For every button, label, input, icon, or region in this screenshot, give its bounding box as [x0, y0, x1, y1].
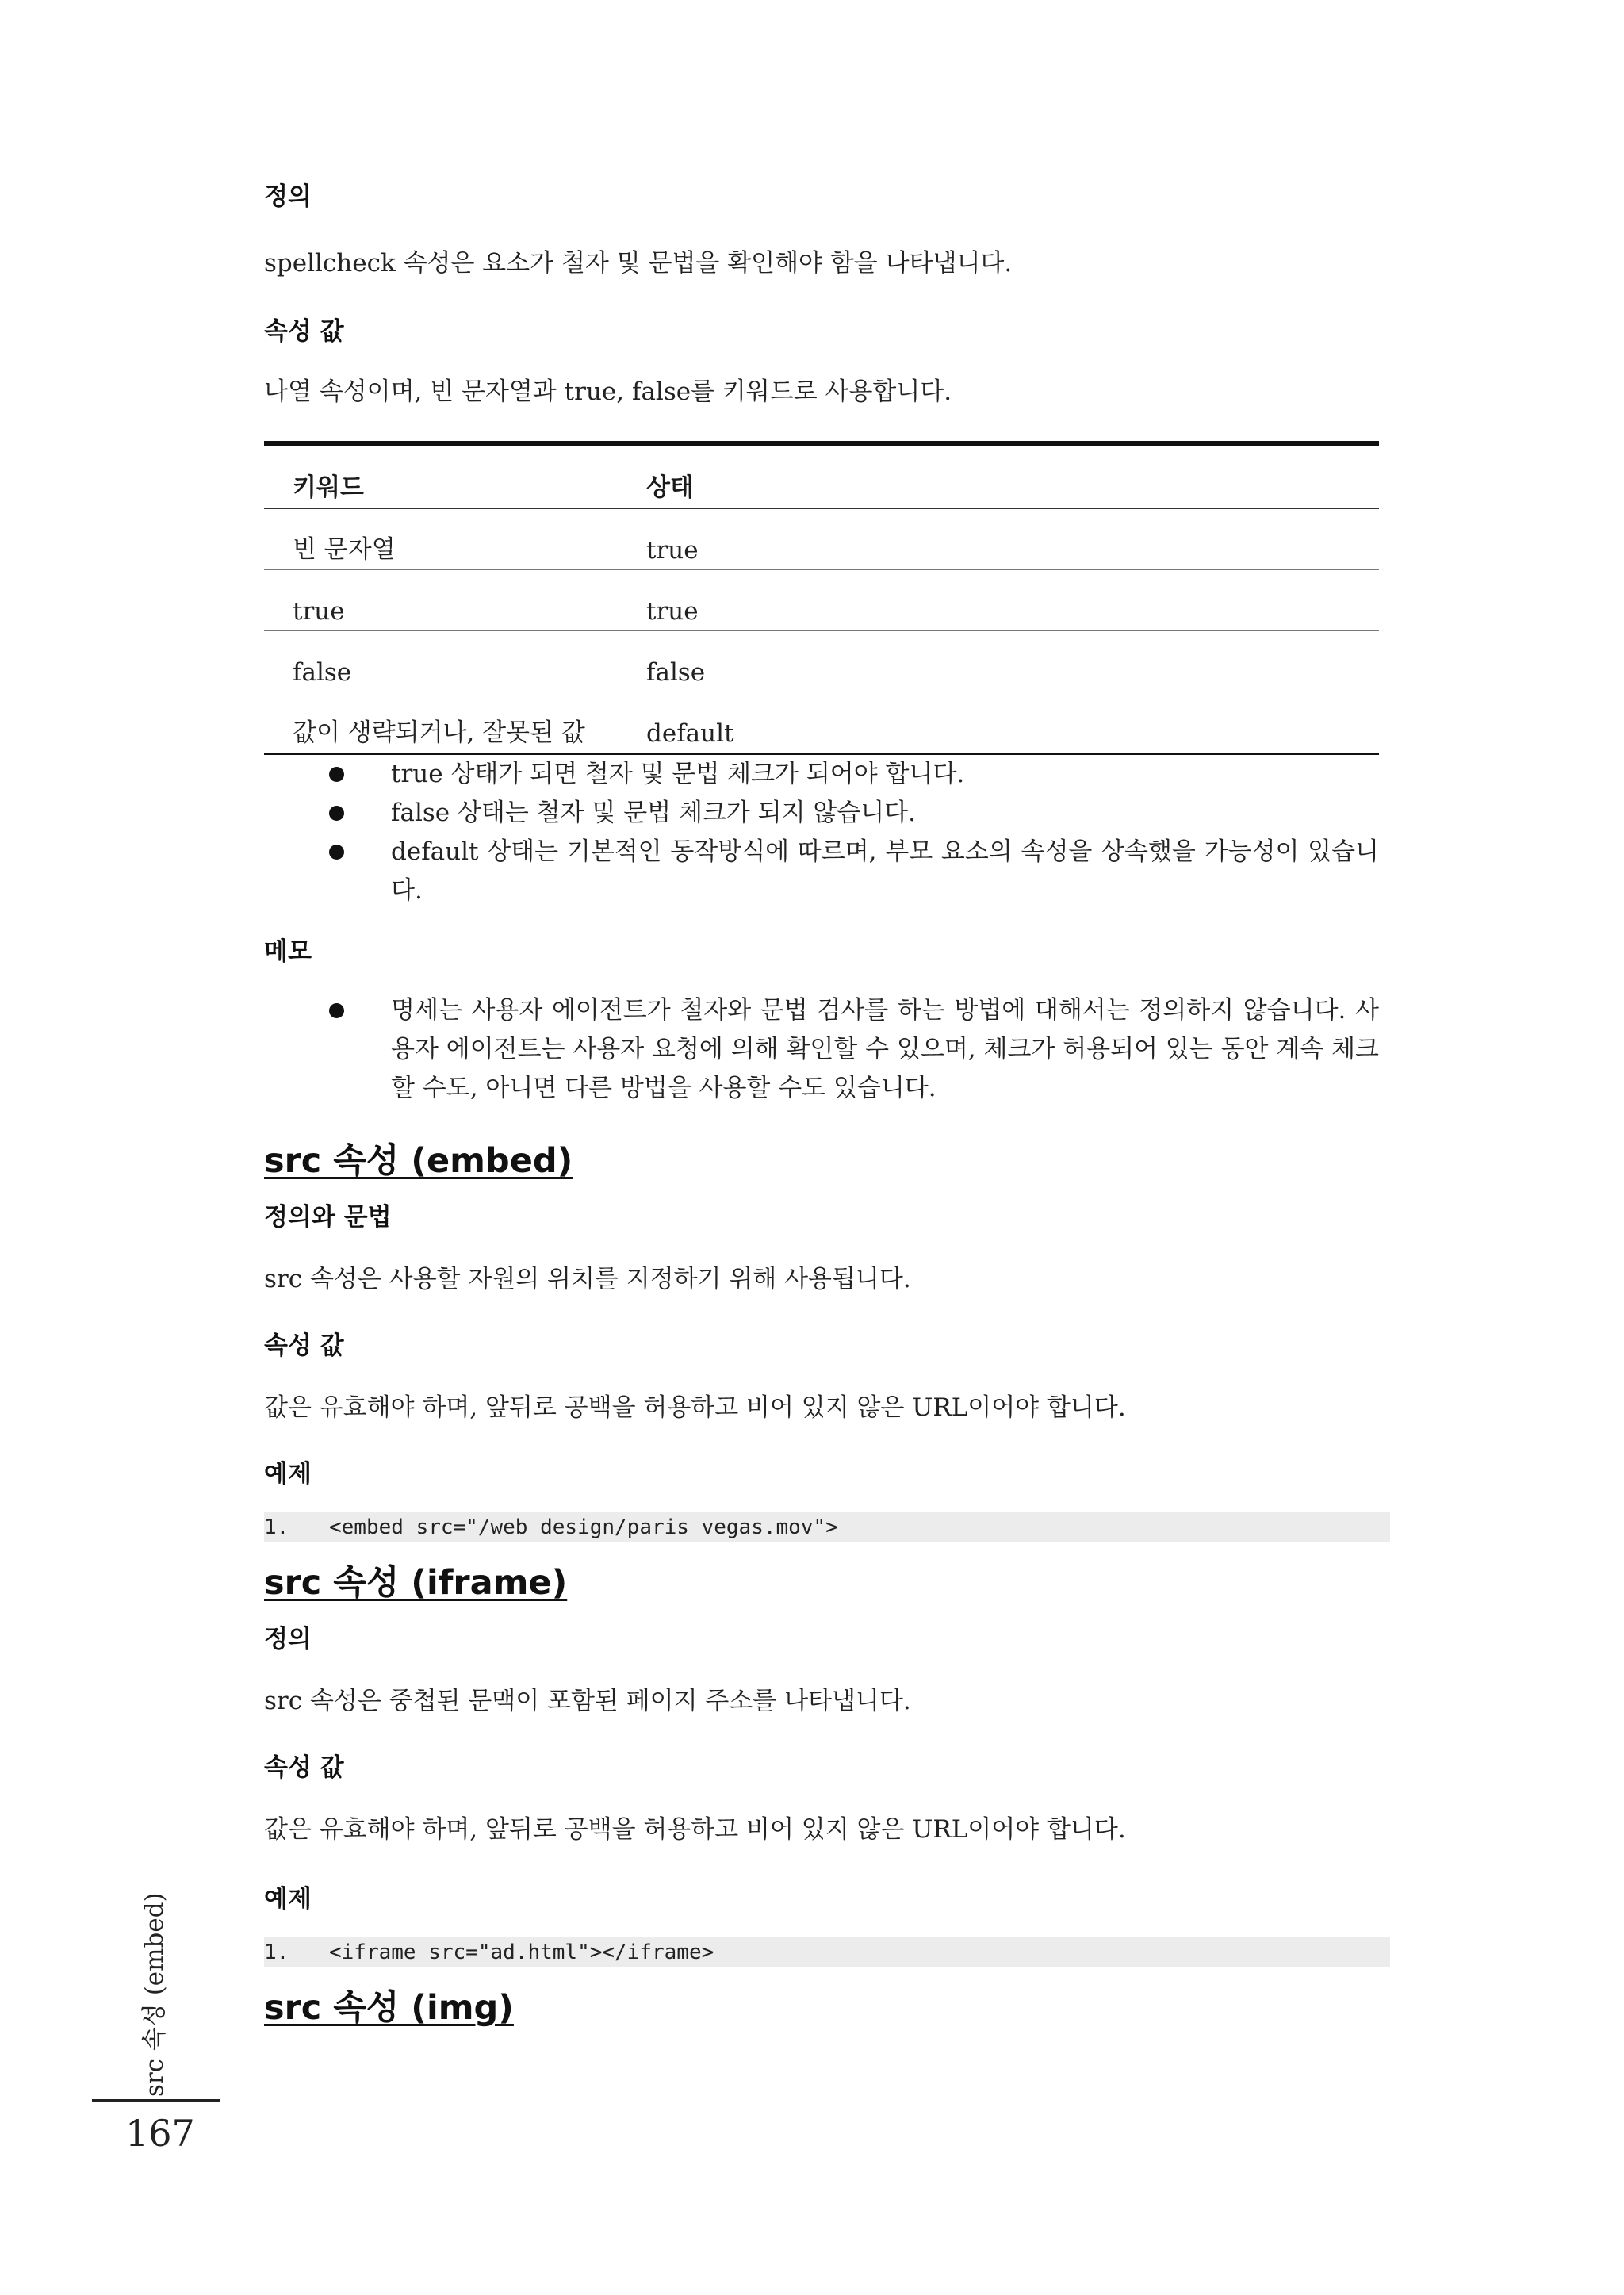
attribute-value-text: 나열 속성이며, 빈 문자열과 true, false를 키워드로 사용합니다. — [264, 377, 952, 406]
state-bullet-list — [264, 755, 1390, 910]
table-cell-keyword: 빈 문자열 — [264, 508, 618, 570]
page-number: 167 — [125, 2112, 195, 2155]
table-row — [264, 508, 1379, 570]
margin-divider — [92, 2099, 220, 2102]
iframe-value-text: 값은 유효해야 하며, 앞뒤로 공백을 허용하고 비어 있지 않은 URL이어야 합니다. — [264, 1815, 1126, 1844]
bullet-dot-icon — [329, 845, 344, 860]
embed-code-block — [264, 1512, 1390, 1542]
src-img-title: src 속성 (img) — [264, 1988, 514, 2028]
bullet-dot-icon — [329, 806, 344, 821]
list-item-text: true 상태가 되면 철자 및 문법 체크가 되어야 합니다. — [391, 760, 965, 788]
page-content — [264, 179, 1390, 2031]
src-embed-title: src 속성 (embed) — [264, 1141, 573, 1181]
table-cell-state: true — [618, 570, 1379, 631]
table-row — [264, 692, 1379, 754]
table-cell-keyword: false — [264, 631, 618, 692]
iframe-code-block — [264, 1937, 1390, 1967]
src-iframe-title: src 속성 (iframe) — [264, 1563, 568, 1603]
list-item-text: false 상태는 철자 및 문법 체크가 되지 않습니다. — [391, 799, 917, 827]
code-line: <embed src="/web_design/paris_vegas.mov"> — [329, 1515, 838, 1539]
embed-example-heading: 예제 — [264, 1460, 312, 1488]
table-header-state: 상태 — [618, 443, 1379, 508]
iframe-example-heading: 예제 — [264, 1885, 312, 1914]
embed-definition-text: src 속성은 사용할 자원의 위치를 지정하기 위해 사용됩니다. — [264, 1265, 911, 1293]
iframe-definition-heading: 정의 — [264, 1625, 312, 1653]
keyword-state-table — [264, 441, 1379, 755]
table-cell-keyword: true — [264, 570, 618, 631]
bullet-dot-icon — [329, 1003, 344, 1018]
iframe-definition-text: src 속성은 중첩된 문맥이 포함된 페이지 주소를 나타냅니다. — [264, 1687, 911, 1715]
table-row — [264, 631, 1379, 692]
table-row — [264, 570, 1379, 631]
code-line: <iframe src="ad.html"></iframe> — [329, 1941, 714, 1964]
embed-definition-heading: 정의와 문법 — [264, 1203, 392, 1232]
list-item — [264, 991, 1390, 1108]
definition-heading: 정의 — [264, 182, 312, 211]
embed-value-heading: 속성 값 — [264, 1331, 344, 1360]
definition-text: spellcheck 속성은 요소가 철자 및 문법을 확인해야 함을 나타냅니다. — [264, 249, 1013, 278]
list-item-text: default 상태는 기본적인 동작방식에 따르며, 부모 요소의 속성을 상속했을 가능성이 있습니다. — [391, 837, 1379, 905]
table-cell-state: default — [646, 719, 734, 748]
list-item — [264, 755, 1390, 794]
iframe-value-heading: 속성 값 — [264, 1753, 344, 1782]
running-section-label: src 속성 (embed) — [140, 1892, 169, 2097]
code-line-number: 1. — [264, 1941, 289, 1964]
table-header-row — [264, 443, 1379, 508]
code-line-number: 1. — [264, 1515, 289, 1539]
table-cell-keyword: 값이 생략되거나, 잘못된 값 — [293, 718, 585, 747]
table-header-keyword: 키워드 — [264, 443, 618, 508]
list-item — [264, 833, 1390, 910]
table-cell-state: true — [618, 508, 1379, 570]
embed-value-text: 값은 유효해야 하며, 앞뒤로 공백을 허용하고 비어 있지 않은 URL이어야 합니다. — [264, 1393, 1126, 1422]
table-cell-state: false — [618, 631, 1379, 692]
list-item — [264, 794, 1390, 833]
memo-bullet-list — [264, 991, 1390, 1108]
bullet-dot-icon — [329, 767, 344, 782]
memo-heading: 메모 — [264, 937, 312, 966]
list-item-text: 명세는 사용자 에이전트가 철자와 문법 검사를 하는 방법에 대해서는 정의하지 않습니다. 사용자 에이전트는 사용자 요청에 의해 확인할 수 있으며, 체크가 허용되어 있는 동안 계속 체크할 수도, 아니면 다른 방법을 사용할 수도 있습니다. — [391, 996, 1379, 1102]
attribute-value-heading: 속성 값 — [264, 317, 344, 346]
